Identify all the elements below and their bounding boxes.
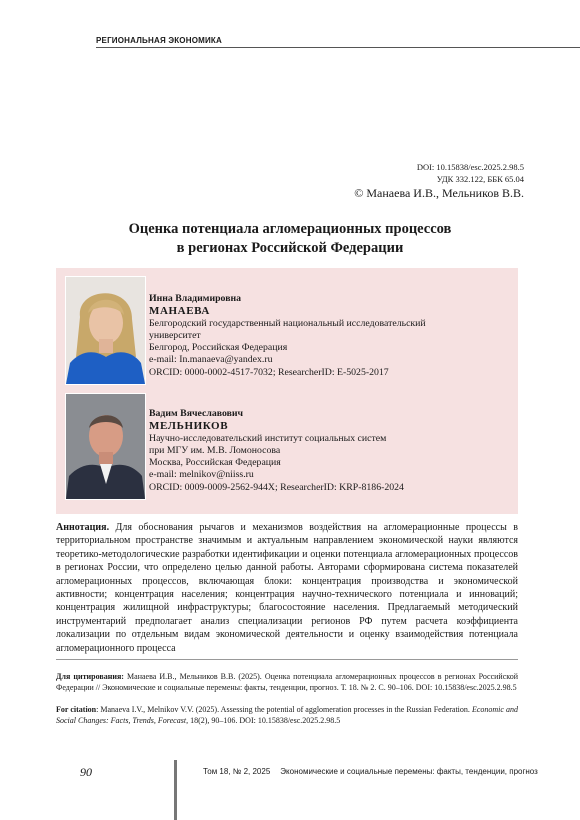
author-surname: МЕЛЬНИКОВ (149, 420, 229, 433)
author-affiliation: Научно-исследовательский институт социальных систем (149, 432, 387, 444)
footer-volume: Том 18, № 2, 2025 (203, 767, 271, 776)
citation-en-journal: Economic and Social Changes: Facts, Trends, Forecast (56, 705, 518, 725)
citation-ru-label: Для цитирования: (56, 672, 124, 681)
citation-rule (56, 659, 518, 660)
footer-divider (174, 760, 177, 820)
author-photo-manaeva (65, 276, 146, 385)
title-line-1: Оценка потенциала агломерационных процессов (128, 221, 452, 237)
copyright: © Манаева И.В., Мельников В.В. (354, 186, 524, 200)
article-title (0, 220, 580, 258)
author-photo-melnikov (65, 393, 146, 500)
author-given-name: Инна Владимировна (149, 293, 242, 304)
citation-en-post: , 18(2), 90–106. DOI: 10.15838/esc.2025.2.98.5 (186, 716, 341, 725)
author-city: Белгород, Российская Федерация (149, 342, 288, 354)
author-affiliation: Белгородский государственный национальный исследовательский (149, 317, 426, 329)
author-1 (149, 293, 426, 379)
author-affiliation-cont: при МГУ им. М.В. Ломоносова (149, 444, 281, 456)
udk: УДК 332.122, ББК 65.04 (436, 174, 524, 184)
page-number: 90 (80, 765, 92, 779)
section-heading: РЕГИОНАЛЬНАЯ ЭКОНОМИКА (96, 36, 226, 45)
author-given-name: Вадим Вячеславович (149, 408, 244, 419)
citation-en (56, 704, 518, 726)
author-ids: ORCID: 0000-0002-4517-7032; ResearcherID: E-5025-2017 (149, 366, 389, 378)
author-affiliation-cont: университет (149, 329, 201, 341)
citation-ru-text: Манаева И.В., Мельников В.В. (2025). Оценка потенциала агломерационных процессов в регионах Российской Федерации // Экономические и социальные перемены: факты, тенденции, прогноз. Т. 18. № 2. С. 90–106. DOI: 10.15838/esc.2025.2.98.5 (56, 672, 519, 692)
author-ids: ORCID: 0009-0009-2562-944X; ResearcherID: KRP-8186-2024 (149, 481, 404, 493)
abstract (56, 521, 518, 655)
author-email: e-mail: In.manaeva@yandex.ru (149, 354, 273, 366)
doi: DOI: 10.15838/esc.2025.2.98.5 (416, 162, 524, 172)
citation-en-label: For citation (56, 705, 97, 714)
author-2 (149, 408, 404, 494)
author-email: e-mail: melnikov@niiss.ru (149, 469, 254, 481)
citation-en-pre: : Manaeva I.V., Melnikov V.V. (2025). Assessing the potential of agglomeration processes in the Russian Federation. (96, 705, 472, 714)
abstract-label: Аннотация. (56, 522, 110, 533)
title-line-2: в регионах Российской Федерации (176, 240, 404, 256)
footer (203, 767, 538, 776)
citation-ru (56, 671, 518, 693)
footer-journal: Экономические и социальные перемены: факты, тенденции, прогноз (280, 767, 538, 776)
author-city: Москва, Российская Федерация (149, 457, 281, 469)
author-surname: МАНАЕВА (149, 305, 210, 318)
abstract-text: Для обоснования рычагов и механизмов воздействия на агломерационные процессы в территориальном пространстве значимым и актуальным направлением экономической науки являются теоретико-методологические разработки идентификации и оценки потенциала агломерационных процессов в регионах России, что определено целью данной работы. Авторами сформирована система показателей агломерационных процессов, включающая блоки: концентрация производства и экономической активности; концентрация населения; концентрация научно-технического потенциала и инноваций; концентрация жилищной инфраструктуры; благосостояние населения. Предлагаемый методический инструментарий предполагает анализ специализации регионов РФ путем расчета коэффициента локализации по отдельным видам экономической деятельности и оценку взаимодействия потенциала агломерационного процесса (56, 522, 518, 654)
